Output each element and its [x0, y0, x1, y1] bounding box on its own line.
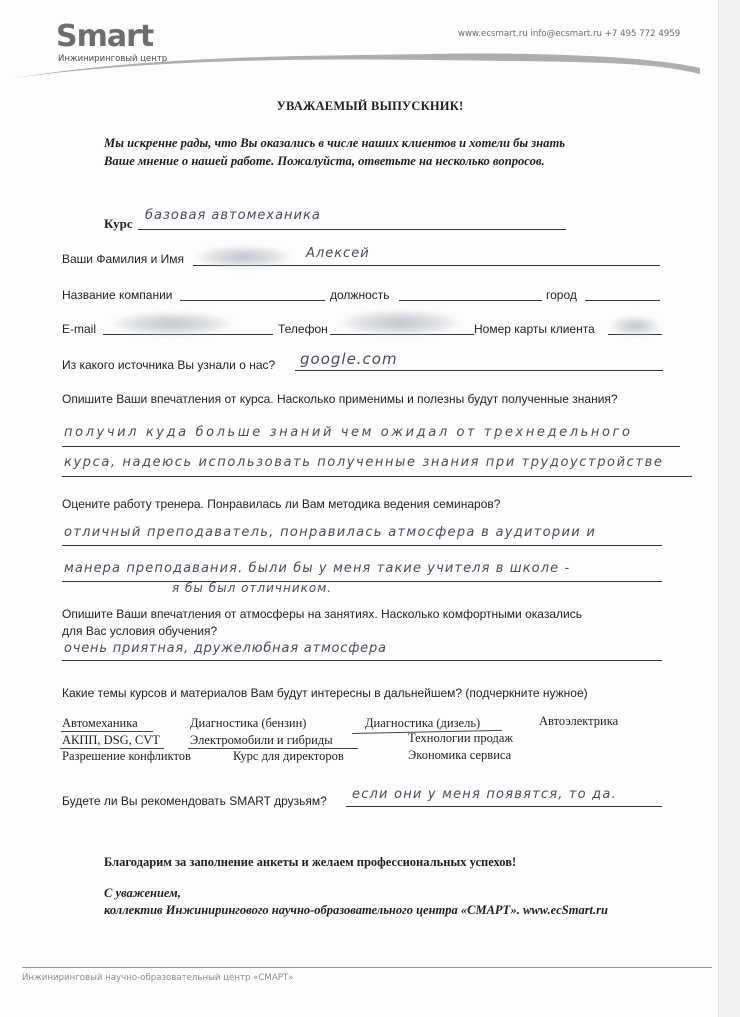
name-answer: Алексей — [306, 246, 370, 261]
atmosphere-answer-1: очень приятная, дружелюбная атмосфера — [64, 641, 387, 656]
position-label: должность — [330, 288, 390, 302]
recommend-label: Будете ли Вы рекомендовать SMART друзьям? — [62, 794, 327, 808]
redacted-surname — [196, 246, 291, 268]
company-field[interactable] — [180, 300, 325, 301]
intro-line-1: Мы искренне рады, что Вы оказались в числе наших клиентов и хотели бы знать — [104, 136, 566, 150]
source-label: Из какого источника Вы узнали о нас? — [62, 358, 276, 372]
course-answer: базовая автомеханика — [145, 208, 321, 223]
regards-block — [104, 885, 608, 919]
topic-underline-avtomehanika — [61, 731, 153, 732]
atmosphere-label-1: Опишите Ваши впечатления от атмосферы на занятиях. Насколько комфортными оказались — [62, 607, 582, 621]
recommend-answer: если они у меня появятся, то да. — [352, 787, 617, 802]
header-contacts: www.ecsmart.ru info@ecsmart.ru +7 495 772 4959 — [458, 29, 681, 39]
email-label: E-mail — [62, 322, 97, 336]
redacted-phone — [340, 310, 460, 336]
redacted-email — [112, 312, 232, 336]
page-title: УВАЖАЕМЫЙ ВЫПУСКНИК! — [276, 99, 464, 113]
course-field[interactable] — [138, 229, 566, 230]
topics-label: Какие темы курсов и материалов Вам будут интересны в дальнейшем? (подчеркните нужное) — [62, 686, 588, 700]
course-impressions-line-2[interactable] — [62, 476, 692, 477]
card-label: Номер карты клиента — [474, 322, 595, 336]
name-label: Ваши Фамилия и Имя — [62, 252, 185, 266]
redacted-card — [610, 316, 660, 336]
topic-diag-dizel[interactable]: Диагностика (дизель) — [365, 716, 481, 730]
position-field[interactable] — [399, 300, 542, 301]
logo-subtitle: Инжиниринговый центр — [58, 54, 168, 64]
topic-konflikty[interactable]: Разрешение конфликтов — [62, 749, 191, 763]
topic-ekonomika[interactable]: Экономика сервиса — [408, 748, 512, 762]
atmosphere-line-1[interactable] — [62, 660, 662, 661]
source-field[interactable] — [295, 370, 663, 371]
trainer-answer-2: манера преподавания. были бы у меня такие учителя в школе - — [64, 561, 571, 576]
regards-line-2: коллектив Инжинирингового научно-образовательного центра «СМАРТ». www.ecSmart.ru — [104, 903, 608, 917]
intro-line-2: Ваше мнение о нашей работе. Пожалуйста, ответьте на несколько вопросов. — [104, 154, 545, 168]
company-label: Название компании — [62, 288, 173, 302]
source-answer: google.com — [300, 350, 398, 368]
course-impressions-answer-2: курса, надеюсь использовать полученные знания при трудоустройстве — [64, 455, 664, 470]
trainer-answer-1: отличный преподаватель, понравилась атмосфера в аудитории и — [64, 525, 597, 540]
course-impressions-answer-1: получил куда больше знаний чем ожидал от трехнедельного — [64, 425, 633, 440]
recommend-field[interactable] — [346, 806, 662, 807]
atmosphere-label-2: для Вас условия обучения? — [62, 624, 218, 638]
topic-avtomehanika[interactable]: Автомеханика — [62, 716, 138, 730]
topic-diag-benzin[interactable]: Диагностика (бензин) — [190, 716, 307, 730]
intro-text — [104, 134, 565, 170]
logo-wordmark: Smart — [56, 19, 154, 54]
trainer-answer-3: я бы был отличником. — [172, 581, 333, 595]
trainer-line-2[interactable] — [62, 581, 662, 582]
topic-avtoelektrika[interactable]: Автоэлектрика — [539, 714, 619, 728]
header-swoosh — [10, 52, 710, 82]
city-label: город — [546, 288, 577, 302]
trainer-line-1[interactable] — [62, 545, 662, 546]
footer-text: Инжиниринговый научно-образовательный центр «СМАРТ» — [22, 973, 294, 983]
city-field[interactable] — [585, 300, 660, 301]
topic-akpp[interactable]: АКПП, DSG, CVT — [62, 733, 160, 747]
footer-divider — [22, 967, 712, 968]
topic-tehnologii-prodazh[interactable]: Технологии продаж — [408, 731, 514, 745]
course-impressions-line-1[interactable] — [62, 446, 680, 447]
topic-elektromobili[interactable]: Электромобили и гибриды — [190, 733, 333, 747]
topic-direktora[interactable]: Курс для директоров — [233, 749, 344, 763]
course-impressions-label: Опишите Ваши впечатления от курса. Насколько применимы и полезны будут полученные знания? — [62, 392, 618, 406]
thanks-text: Благодарим за заполнение анкеты и желаем профессиональных успехов! — [104, 855, 517, 869]
trainer-label: Оцените работу тренера. Понравилась ли Вам методика ведения семинаров? — [62, 497, 501, 511]
course-label: Курс — [104, 216, 133, 231]
scan-edge — [718, 0, 740, 1017]
phone-label: Телефон — [278, 322, 328, 336]
regards-line-1: С уважением, — [104, 886, 181, 900]
